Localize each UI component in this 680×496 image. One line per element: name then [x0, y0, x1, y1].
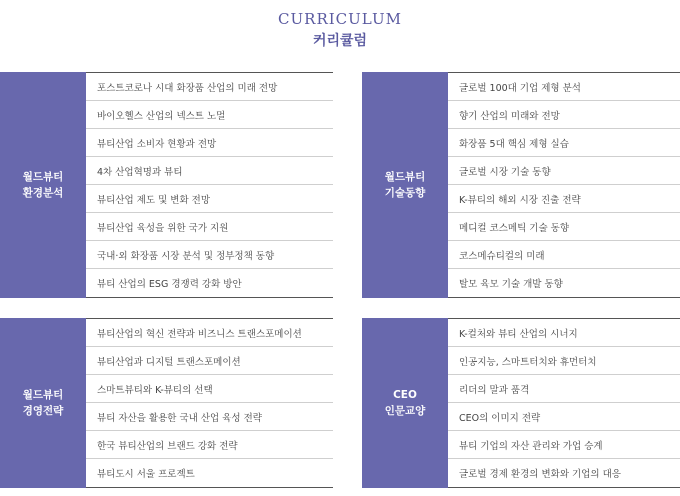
course-item: 글로벌 경제 환경의 변화와 기업의 대응: [459, 469, 621, 480]
title-korean: 커리큘럼: [312, 33, 368, 49]
category-line-2: 환경분석: [22, 187, 64, 199]
course-item: 뷰티산업 제도 및 변화 전망: [86, 185, 333, 213]
course-item: 4차 산업혁명과 뷰티: [86, 157, 333, 185]
title-english: CURRICULUM: [278, 10, 402, 28]
course-item: 뷰티 산업의 ESG 경쟁력 강화 방안: [97, 279, 242, 290]
course-item: 향기 산업의 미래와 전망: [448, 101, 680, 129]
course-item: 리더의 말과 품격: [448, 375, 680, 403]
category-line-1: 월드뷰티: [384, 171, 426, 183]
course-item: 글로벌 시장 기술 동향: [448, 157, 680, 185]
category-line-2: 기술동향: [384, 187, 426, 199]
category-label: [362, 72, 448, 298]
block-technology-trends: [362, 72, 680, 298]
category-line-1: 월드뷰티: [22, 389, 64, 401]
course-item: 뷰티산업과 디지털 트랜스포메이션: [86, 347, 333, 375]
course-item: 탈모 육모 기술 개발 동향: [459, 279, 563, 290]
course-item: 뷰티도시 서울 프로젝트: [97, 469, 195, 480]
course-item: 코스메슈티컬의 미래: [448, 241, 680, 269]
course-item: 뷰티 기업의 자산 관리와 가업 승계: [448, 431, 680, 459]
course-item: 스마트뷰티와 K-뷰티의 선택: [86, 375, 333, 403]
course-list: [86, 72, 333, 298]
category-label: [362, 318, 448, 488]
course-item: 메디컬 코스메틱 기술 동향: [448, 213, 680, 241]
course-item: 한국 뷰티산업의 브랜드 강화 전략: [86, 431, 333, 459]
category-line-1: CEO: [393, 389, 417, 401]
course-item: CEO의 이미지 전략: [448, 403, 680, 431]
category-line-1: 월드뷰티: [22, 171, 64, 183]
course-item: 글로벌 100대 기업 제형 분석: [448, 73, 680, 101]
course-list: [448, 72, 680, 298]
course-item: 화장품 5대 핵심 제형 실습: [448, 129, 680, 157]
category-label: [0, 318, 86, 488]
course-item: 포스트코로나 시대 화장품 산업의 미래 전망: [86, 73, 333, 101]
course-item: 뷰티산업 육성을 위한 국가 지원: [86, 213, 333, 241]
course-item: K-컬처와 뷰티 산업의 시너지: [448, 319, 680, 347]
block-ceo-humanities: [362, 318, 680, 488]
category-line-2: 인문교양: [384, 405, 426, 417]
block-management-strategy: [0, 318, 333, 488]
course-item: 뷰티산업 소비자 현황과 전망: [86, 129, 333, 157]
course-list: [448, 318, 680, 488]
category-label: [0, 72, 86, 298]
course-item: K-뷰티의 해외 시장 진출 전략: [448, 185, 680, 213]
course-item: 바이오헬스 산업의 넥스트 노멀: [86, 101, 333, 129]
course-list: [86, 318, 333, 488]
course-item: 국내·외 화장품 시장 분석 및 정부정책 동향: [86, 241, 333, 269]
block-environment-analysis: [0, 72, 333, 298]
curriculum-header: [0, 10, 680, 51]
course-item: 뷰티 자산을 활용한 국내 산업 육성 전략: [86, 403, 333, 431]
course-item: 인공지능, 스마트터치와 휴먼터치: [448, 347, 680, 375]
category-line-2: 경영전략: [22, 405, 64, 417]
course-item: 뷰티산업의 혁신 전략과 비즈니스 트랜스포메이션: [86, 319, 333, 347]
